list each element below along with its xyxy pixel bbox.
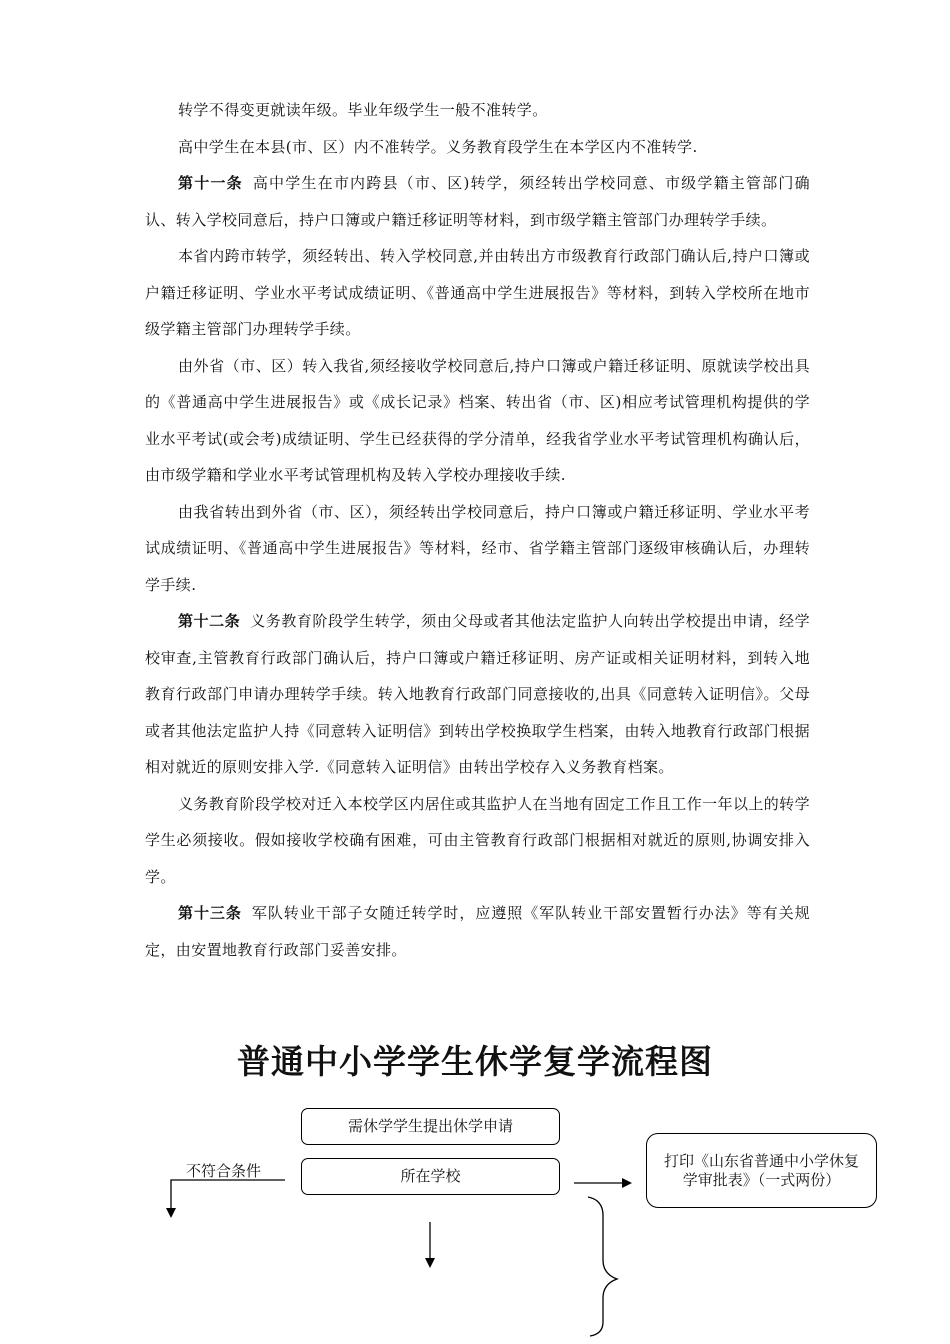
paragraph-text: 高中学生在本县(市、区）内不准转学。义务教育段学生在本学区内不准转学.	[178, 137, 698, 156]
flow-box-apply: 需休学学生提出休学申请	[301, 1108, 560, 1145]
article-title: 第十三条	[178, 904, 242, 922]
paragraph-text: 由外省（市、区）转入我省,须经接收学校同意后,持户口簿或户籍迁移证明、原就读学校出具的《普通高中学生进展报告》或《成长记录》档案、转出省（市、区)相应考试管理机构提供的学业水平考试(或会考)成绩证明、学生已经获得的学分清单，经我省学业水平考试管理机构确认后，由市级学籍和学业水平考试管理机构及转入学校办理接收手续.	[145, 356, 810, 484]
article-title: 第十一条	[178, 174, 243, 192]
paragraph-text: 义务教育阶段学校对迁入本校学区内居住或其监护人在当地有固定工作且工作一年以上的转学学生必须接收。假如接收学校确有困难，可由主管教育行政部门根据相对就近的原则,协调安排入学。	[145, 794, 810, 886]
paragraph-text: 由我省转出到外省（市、区），须经转出学校同意后，持户口簿或户籍迁移证明、学业水平考试成绩证明、《普通高中学生进展报告》等材料，经市、省学籍主管部门逐级审核确认后，办理转学手续.	[145, 502, 810, 594]
paragraph-text: 军队转业干部子女随迁转学时，应遵照《军队转业干部安置暂行办法》等有关规定，由安置地教育行政部门妥善安排。	[145, 904, 810, 959]
label-not-qualified: 不符合条件	[186, 1162, 262, 1180]
flow-box-school: 所在学校	[301, 1158, 560, 1195]
flow-box-print-form: 打印《山东省普通中小学休复学审批表》（一式两份）	[646, 1133, 877, 1208]
arrow-not-qualified	[171, 1180, 285, 1216]
paragraph-text: 转学不得变更就读年级。毕业年级学生一般不准转学。	[178, 101, 548, 119]
paragraph-text: 高中学生在市内跨县（市、区)转学，须经转出学校同意、市级学籍主管部门确认、转入学校同意后，持户口簿或户籍迁移证明等材料，到市级学籍主管部门办理转学手续。	[145, 174, 811, 229]
right-brace	[588, 1197, 617, 1336]
paragraph-text: 本省内跨市转学，须经转出、转入学校同意,并由转出方市级教育行政部门确认后,持户口簿或户籍迁移证明、学业水平考试成绩证明、《普通高中学生进展报告》等材料，到转入学校所在地市级学籍主管部门办理转学手续。	[145, 247, 810, 338]
article-title: 第十二条	[178, 612, 241, 630]
paragraph-text: 义务教育阶段学生转学，须由父母或者其他法定监护人向转出学校提出申请，经学校审查,主管教育行政部门确认后，持户口簿或户籍迁移证明、房产证或相关证明材料，到转入地教育行政部门申请办理转学手续。转入地教育行政部门同意接收的,出具《同意转入证明信》。父母或者其他法定监护人持《同意转入证明信》到转出学校换取学生档案，由转入地教育行政部门根据相对就近的原则安排入学.《同意转入证明信》由转出学校存入义务教育档案。	[145, 612, 810, 776]
flowchart-title: 普通中小学学生休学复学流程图	[237, 1042, 713, 1081]
